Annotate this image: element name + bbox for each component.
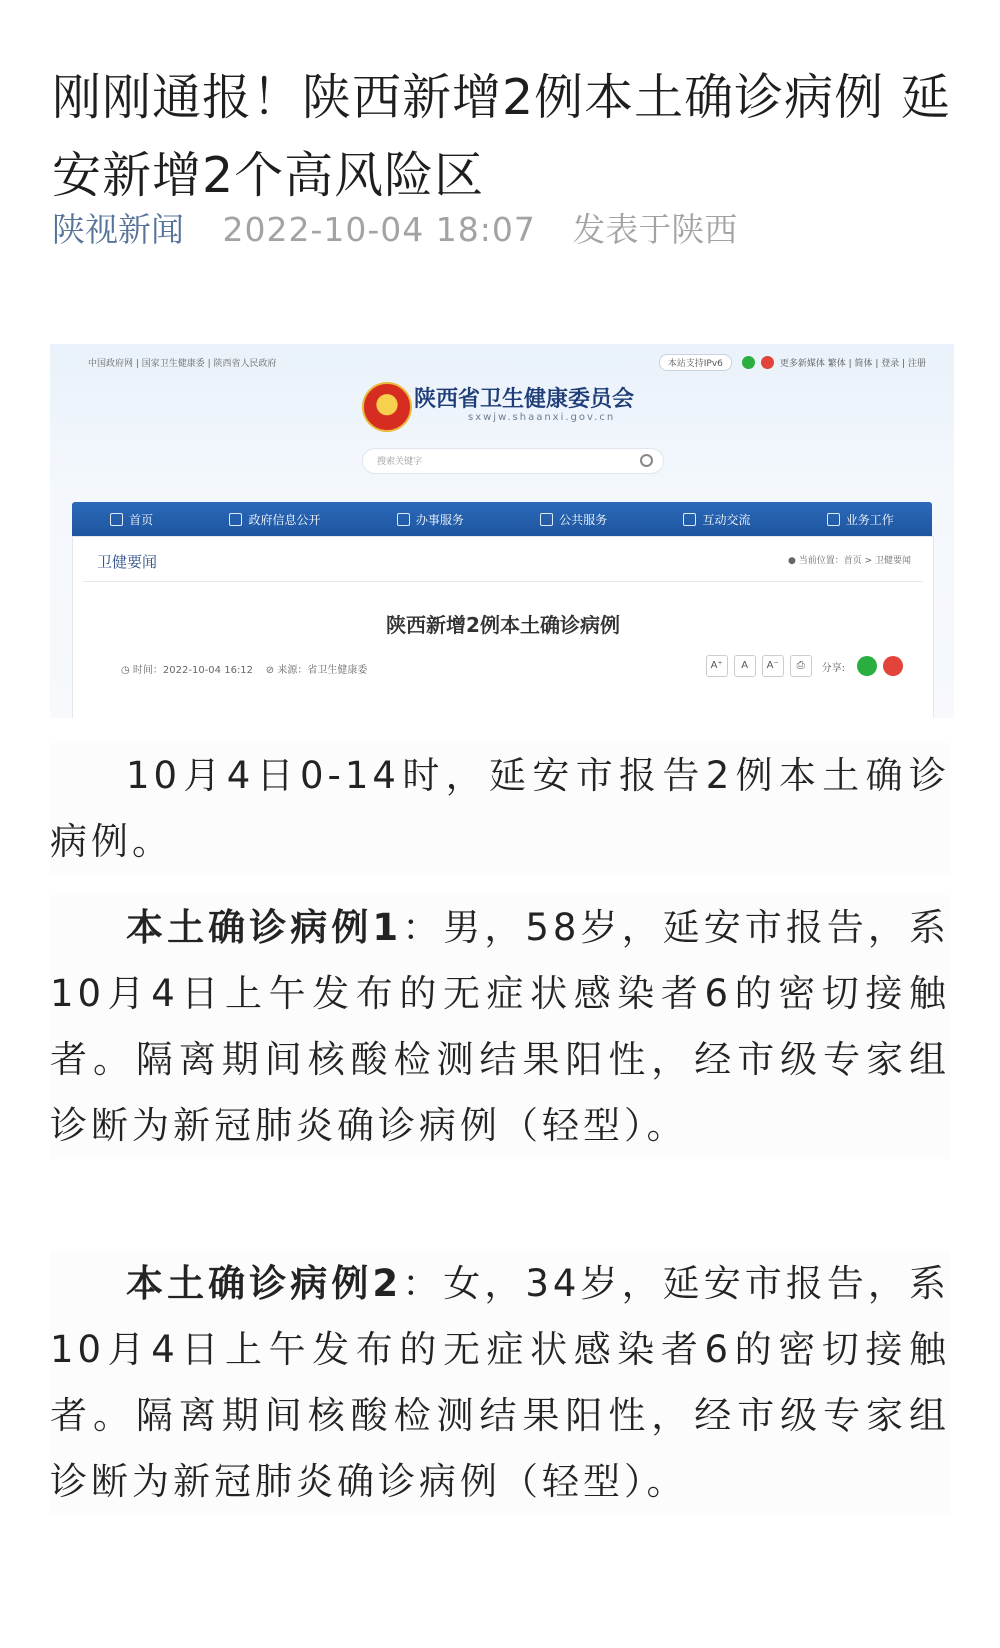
print-icon: ⎙ [790, 655, 812, 677]
org-name: 陕西省卫生健康委员会 [414, 386, 635, 412]
people-icon [540, 513, 553, 526]
shot-nav-bar [72, 502, 932, 536]
ipv6-badge: 本站支持IPv6 [659, 354, 732, 371]
embedded-screenshot [50, 344, 954, 718]
nav-item-home: 首页 [110, 511, 153, 528]
section-title: 卫健要闻 [97, 553, 158, 571]
source-link[interactable]: 陕视新闻 [52, 210, 184, 249]
nav-item-gov-info: 政府信息公开 [229, 511, 320, 528]
shot-top-right [659, 354, 926, 371]
case-1-label: 本土确诊病例1 [126, 906, 403, 949]
shot-search-box [362, 448, 664, 474]
national-emblem-icon [362, 382, 412, 432]
divider [83, 581, 923, 582]
paragraph-case-1 [50, 895, 950, 1159]
article-title: 刚刚通报！陕西新增2例本土确诊病例 延安新增2个高风险区 [52, 68, 951, 204]
source-icon: ⊘ [265, 665, 275, 676]
breadcrumb: ● 当前位置：首页 > 卫健要闻 [788, 556, 911, 566]
font-decrease-button: A⁻ [762, 655, 784, 677]
clock-icon: ◷ [121, 665, 130, 676]
home-icon [110, 513, 123, 526]
case-2-label: 本土确诊病例2 [126, 1262, 403, 1305]
document-icon [229, 513, 242, 526]
wechat-icon [742, 356, 755, 369]
user-icon [827, 513, 840, 526]
location-pin-icon: ● [788, 556, 796, 566]
nav-item-public: 公共服务 [540, 511, 607, 528]
shot-article-meta: ◷ 时间：2022-10-04 16:12 ⊘ 来源：省卫生健康委 [121, 665, 368, 676]
case-1-text: ：男，58岁，延安市报告，系10月4日上午发布的无症状感染者6的密切接触者。隔离期间核酸检测结果阳性，经市级专家组诊断为新冠肺炎确诊病例（轻型）。 [50, 906, 950, 1147]
org-domain: sxwjw.shaanxi.gov.cn [468, 412, 616, 423]
nav-item-interaction: 互动交流 [683, 511, 750, 528]
nav-item-work: 业务工作 [827, 511, 894, 528]
search-placeholder: 搜索关键字 [377, 457, 423, 467]
share-label: 分享: [821, 662, 845, 674]
case-2-text: ：女，34岁，延安市报告，系10月4日上午发布的无症状感染者6的密切接触者。隔离期间核酸检测结果阳性，经市级专家组诊断为新冠肺炎确诊病例（轻型）。 [50, 1262, 950, 1503]
font-normal-button: A [734, 655, 756, 677]
article-meta [52, 208, 737, 252]
nav-item-services: 办事服务 [397, 511, 464, 528]
shot-tools [700, 655, 903, 677]
shot-content-panel [72, 536, 934, 718]
publish-location: 发表于陕西 [572, 210, 738, 249]
search-icon [640, 454, 653, 467]
paragraph-case-2 [50, 1251, 950, 1515]
top-right-links: 更多新媒体 繁体 | 简体 | 登录 | 注册 [779, 359, 926, 369]
paragraph-summary: 10月4日0-14时，延安市报告2例本土确诊病例。 [50, 743, 950, 875]
wechat-share-icon [857, 656, 877, 676]
list-icon [397, 513, 410, 526]
shot-article-title: 陕西新增2例本土确诊病例 [386, 613, 620, 637]
font-increase-button: A⁺ [706, 655, 728, 677]
weibo-share-icon [883, 656, 903, 676]
shot-top-links: 中国政府网 | 国家卫生健康委 | 陕西省人民政府 [88, 359, 277, 369]
chat-icon [683, 513, 696, 526]
weibo-icon [761, 356, 774, 369]
publish-time: 2022-10-04 18:07 [222, 210, 536, 249]
